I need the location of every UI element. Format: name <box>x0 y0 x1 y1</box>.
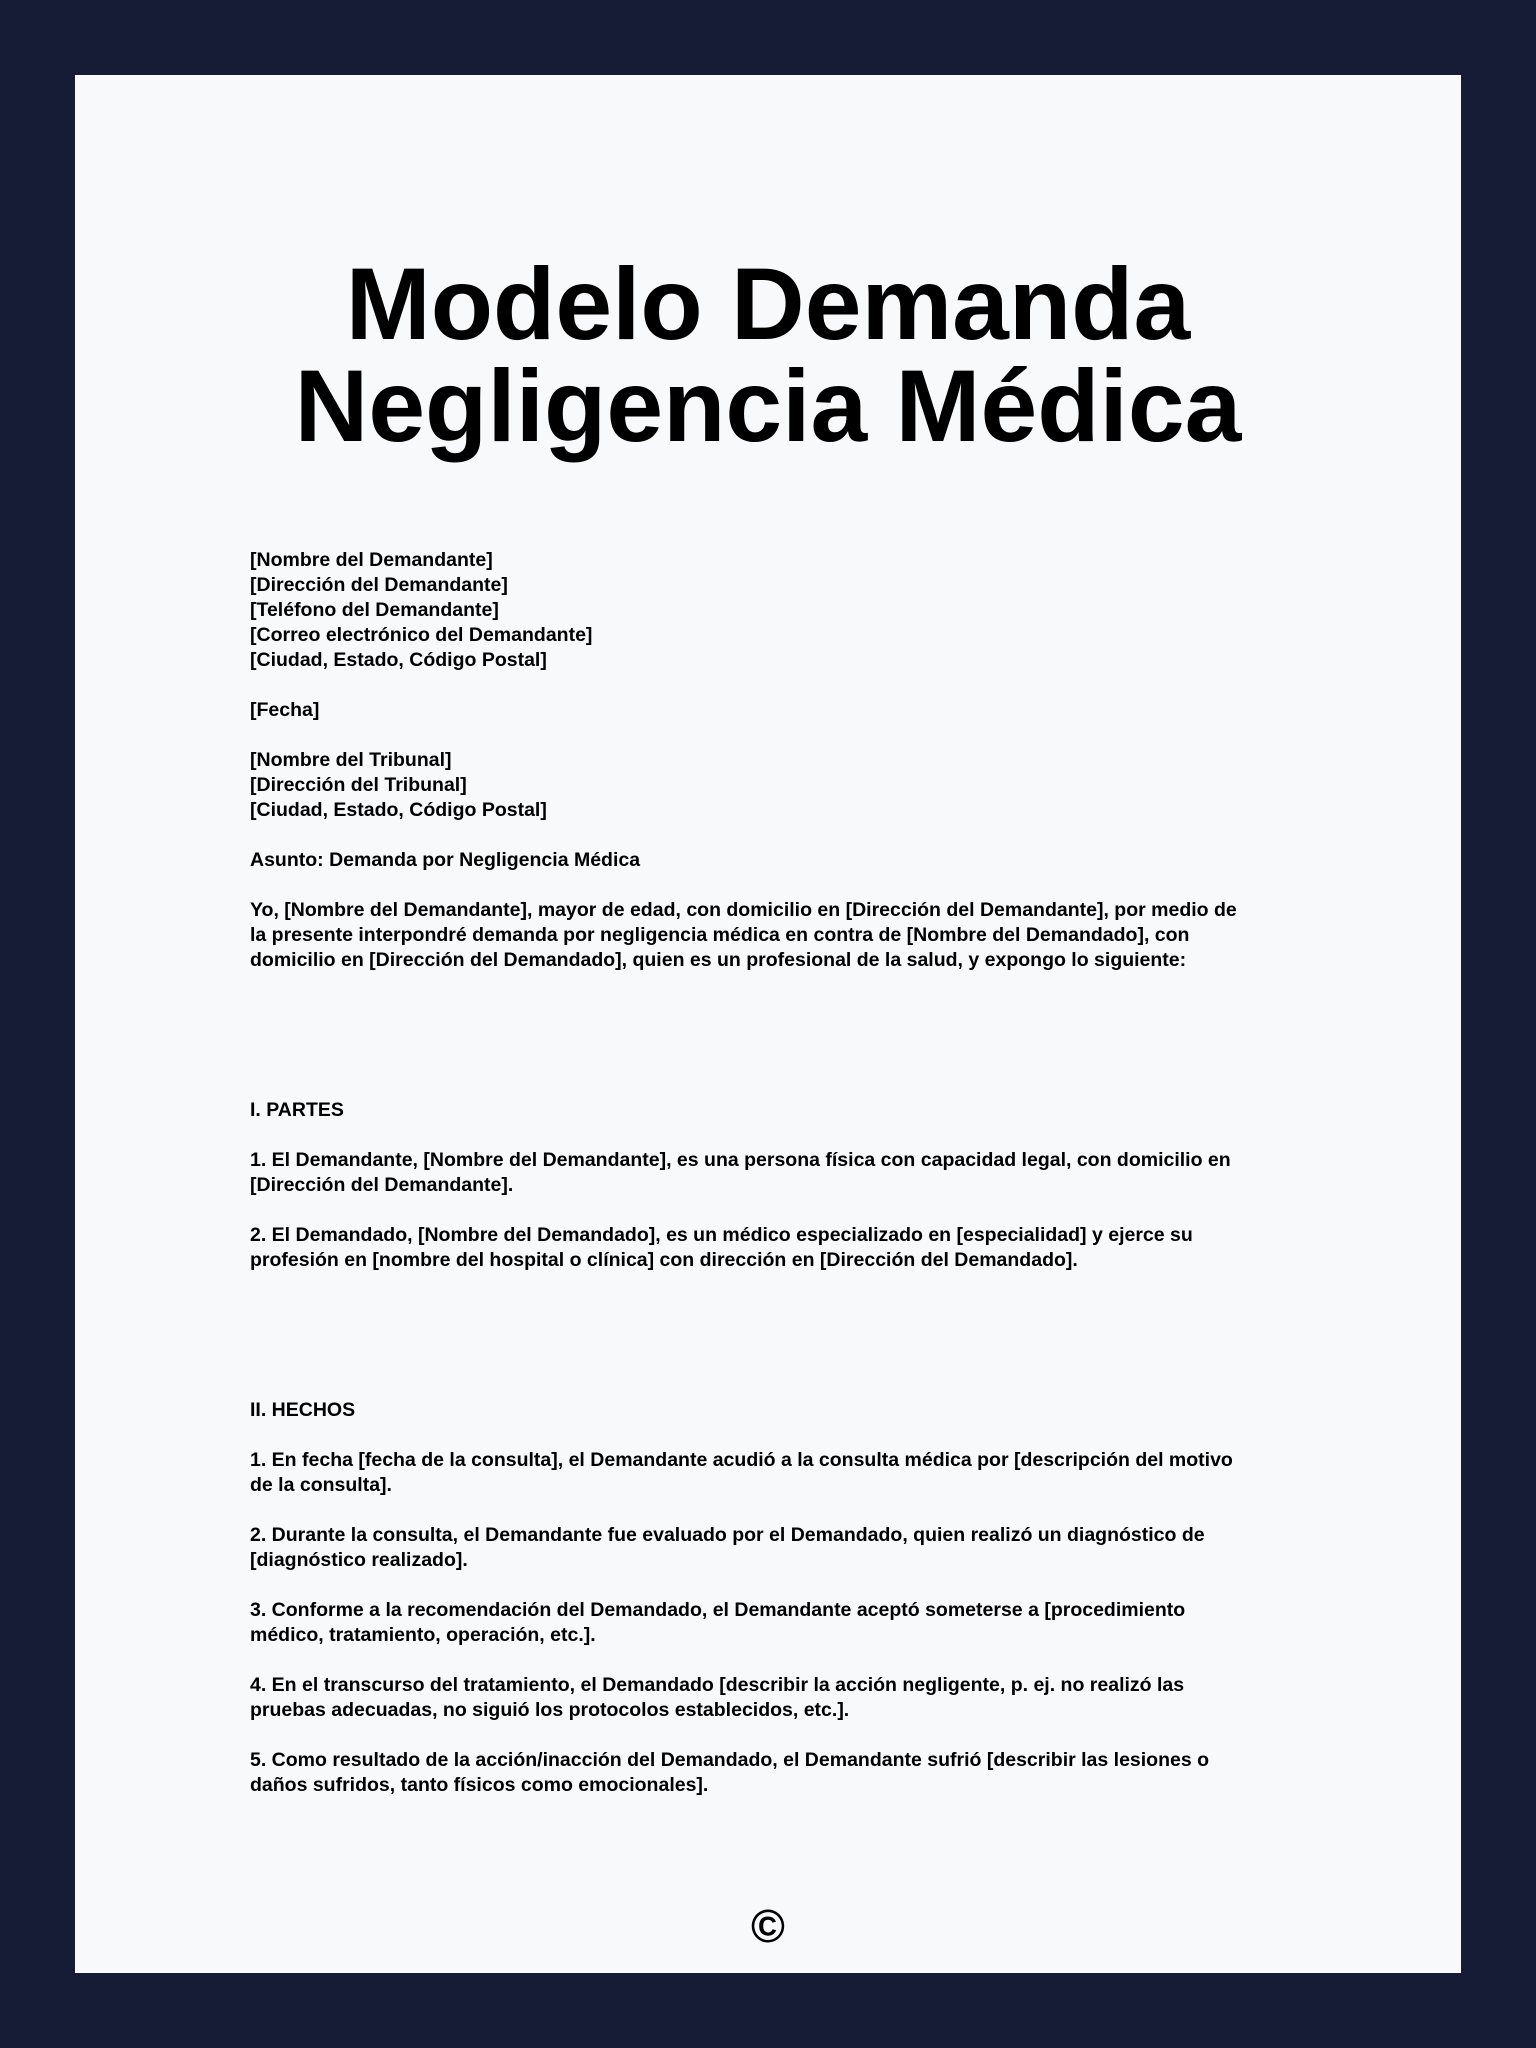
title-line-1: Modelo Demanda <box>345 247 1191 361</box>
plaintiff-city: [Ciudad, Estado, Código Postal] <box>250 649 547 671</box>
intro-paragraph <box>250 898 1340 973</box>
document-title <box>75 247 1461 463</box>
court-address: [Dirección del Tribunal] <box>250 774 467 796</box>
paragraph-line: 4. En el transcurso del tratamiento, el Demandado [describir la acción negligente, p. ej. no realizó las <box>250 1674 1185 1696</box>
date-block <box>250 698 1340 723</box>
section-heading: I. PARTES <box>250 1099 344 1121</box>
paragraph-line: 2. Durante la consulta, el Demandante fue evaluado por el Demandado, quien realizó un diagnóstico de <box>250 1524 1205 1546</box>
court-city: [Ciudad, Estado, Código Postal] <box>250 799 547 821</box>
paragraph-line: [diagnóstico realizado]. <box>250 1549 468 1571</box>
hechos-item-2 <box>250 1523 1340 1573</box>
hechos-item-1 <box>250 1448 1340 1498</box>
copyright-icon: © <box>751 1900 785 1952</box>
court-name: [Nombre del Tribunal] <box>250 749 452 771</box>
section-spacer <box>250 1298 1340 1398</box>
partes-item-1 <box>250 1148 1340 1198</box>
paragraph-line: médico, tratamiento, operación, etc.]. <box>250 1624 596 1646</box>
paragraph-line: 2. El Demandado, [Nombre del Demandado], es un médico especializado en [especialidad] y ejerce su <box>250 1224 1193 1246</box>
paragraph-line: 5. Como resultado de la acción/inacción del Demandado, el Demandante sufrió [describir las lesiones o <box>250 1749 1210 1771</box>
paragraph-line: 1. En fecha [fecha de la consulta], el Demandante acudió a la consulta médica por [descripción del motivo <box>250 1449 1233 1471</box>
document-body <box>250 548 1340 1823</box>
section-heading-partes <box>250 1098 1340 1123</box>
intro-line: la presente interpondré demanda por negligencia médica en contra de [Nombre del Demandado], con <box>250 924 1190 946</box>
date-line: [Fecha] <box>250 699 320 721</box>
intro-line: Yo, [Nombre del Demandante], mayor de edad, con domicilio en [Dirección del Demandante], por medio de <box>250 899 1237 921</box>
paragraph-line: [Dirección del Demandante]. <box>250 1174 514 1196</box>
section-heading: II. HECHOS <box>250 1399 356 1421</box>
section-spacer <box>250 998 1340 1098</box>
subject-block <box>250 848 1340 873</box>
title-line-2: Negligencia Médica <box>294 349 1242 463</box>
plaintiff-address-block <box>250 548 1340 673</box>
plaintiff-address: [Dirección del Demandante] <box>250 574 508 596</box>
paragraph-line: daños sufridos, tanto físicos como emocionales]. <box>250 1774 709 1796</box>
subject-line: Asunto: Demanda por Negligencia Médica <box>250 849 641 871</box>
plaintiff-name: [Nombre del Demandante] <box>250 549 493 571</box>
document-page <box>75 75 1461 1973</box>
paragraph-line: profesión en [nombre del hospital o clínica] con dirección en [Dirección del Demandado]. <box>250 1249 1078 1271</box>
paragraph-line: 3. Conforme a la recomendación del Demandado, el Demandante aceptó someterse a [procedimiento <box>250 1599 1186 1621</box>
paragraph-line: 1. El Demandante, [Nombre del Demandante], es una persona física con capacidad legal, con domicilio en <box>250 1149 1231 1171</box>
court-address-block <box>250 748 1340 823</box>
partes-item-2 <box>250 1223 1340 1273</box>
hechos-item-4 <box>250 1673 1340 1723</box>
section-heading-hechos <box>250 1398 1340 1423</box>
paragraph-line: de la consulta]. <box>250 1474 392 1496</box>
hechos-item-3 <box>250 1598 1340 1648</box>
paragraph-line: pruebas adecuadas, no siguió los protocolos establecidos, etc.]. <box>250 1699 850 1721</box>
hechos-item-5 <box>250 1748 1340 1798</box>
intro-line: domicilio en [Dirección del Demandado], quien es un profesional de la salud, y expongo lo siguiente: <box>250 949 1187 971</box>
plaintiff-phone: [Teléfono del Demandante] <box>250 599 499 621</box>
plaintiff-email: [Correo electrónico del Demandante] <box>250 624 593 646</box>
